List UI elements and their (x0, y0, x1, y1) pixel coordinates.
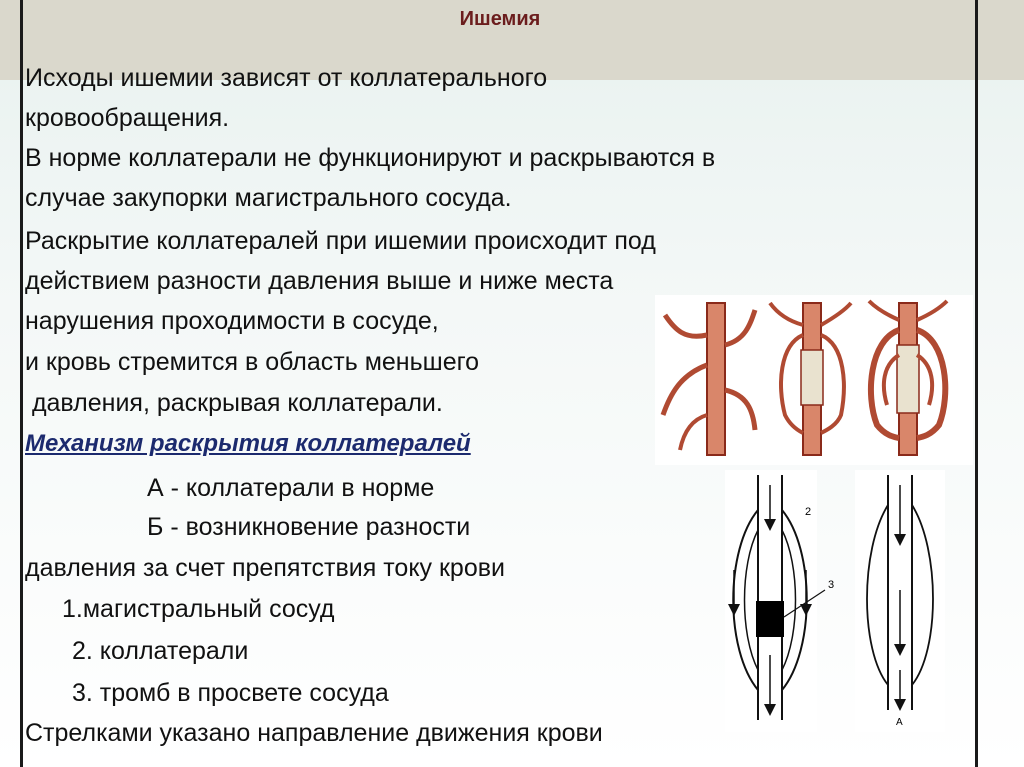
label-a: А (896, 717, 903, 728)
occlusion-partial (801, 350, 823, 405)
vessel-illustration (655, 295, 973, 465)
thrombus (756, 601, 784, 637)
legend-item-1: 1.магистральный сосуд (62, 595, 335, 623)
body-line-2: кровообращения. (25, 104, 230, 132)
body-line-7: нарушения проходимости в сосуде, (25, 307, 439, 335)
legend-b-continued: давления за счет препятствия току крови (25, 554, 505, 582)
body-line-1: Исходы ишемии зависят от коллатерального (25, 64, 548, 92)
mechanism-heading-link[interactable]: Механизм раскрытия коллатералей (25, 430, 471, 457)
label-thrombus: 3 (828, 579, 835, 591)
body-line-4: случае закупорки магистрального сосуда. (25, 184, 512, 212)
body-line-5: Раскрытие коллатералей при ишемии происходит под (25, 227, 656, 255)
body-line-9: давления, раскрывая коллатерали. (25, 389, 443, 417)
label-collaterals: 2 (805, 506, 812, 518)
collateral-flow-diagram (720, 470, 945, 732)
body-line-6: действием разности давления выше и ниже места (25, 267, 614, 295)
body-line-8: и кровь стремится в область меньшего (25, 348, 480, 376)
left-border (20, 0, 23, 767)
occlusion-full (897, 345, 919, 413)
slide-title: Ишемия (459, 8, 541, 30)
right-border (975, 0, 978, 767)
legend-item-3: 3. тромб в просвете сосуда (72, 679, 389, 707)
legend-item-2: 2. коллатерали (72, 637, 249, 665)
legend-b: Б - возникновение разности (147, 513, 471, 541)
legend-a: А - коллатерали в норме (147, 474, 435, 502)
body-line-3: В норме коллатерали не функционируют и раскрываются в (25, 144, 716, 172)
legend-arrows-note: Стрелками указано направление движения крови (25, 719, 603, 747)
